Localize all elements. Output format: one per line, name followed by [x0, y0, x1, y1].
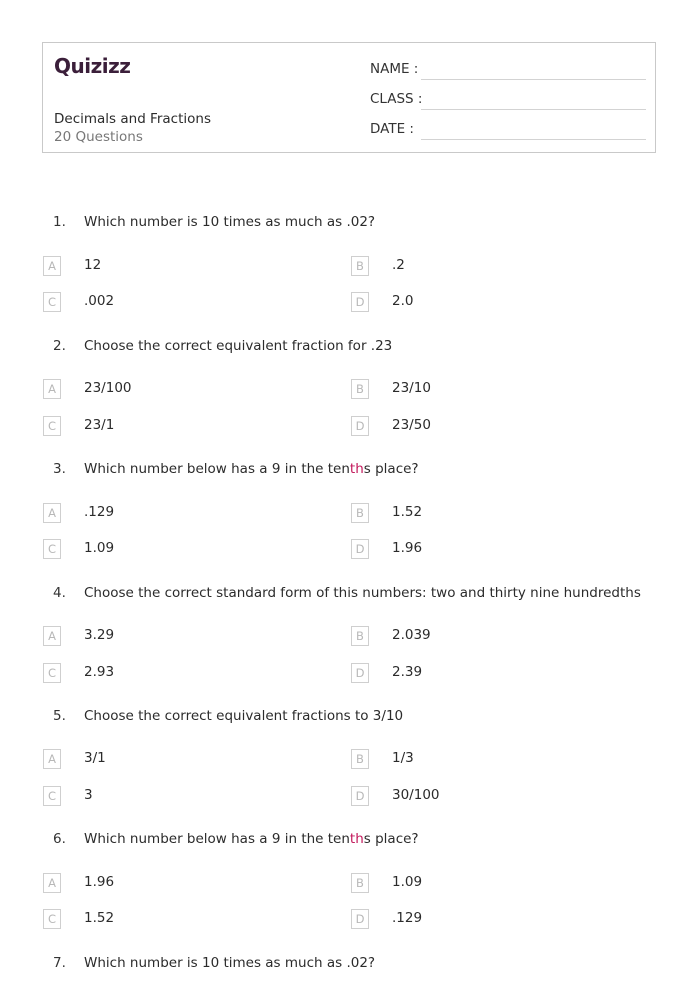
date-label: DATE : — [370, 121, 414, 137]
option-text: 23/1 — [84, 417, 115, 433]
option-letter: A — [43, 626, 61, 646]
option-text: .129 — [392, 910, 423, 926]
question-text-start: Which number below has a 9 in the ten — [84, 831, 350, 847]
question-number: 5. — [53, 708, 66, 724]
option-text: 2.039 — [392, 627, 431, 643]
option-text: .2 — [392, 257, 405, 273]
worksheet-header — [42, 42, 656, 153]
highlighted-text: th — [349, 831, 364, 847]
question-2 — [0, 338, 700, 453]
name-label: NAME : — [370, 61, 419, 77]
class-field[interactable] — [370, 91, 646, 109]
option-letter: D — [351, 539, 369, 559]
option-letter: B — [351, 503, 369, 523]
question-text: Which number is 10 times as much as .02? — [84, 214, 376, 230]
question-number: 2. — [53, 338, 66, 354]
option-text: 3 — [84, 787, 93, 803]
option-text: 30/100 — [392, 787, 440, 803]
option-text: 1.96 — [392, 540, 423, 556]
option-letter: A — [43, 749, 61, 769]
question-text — [84, 831, 419, 847]
option-text: 23/10 — [392, 380, 431, 396]
question-number: 6. — [53, 831, 66, 847]
option-text: 2.93 — [84, 664, 115, 680]
option-text: 23/100 — [84, 380, 132, 396]
option-letter: D — [351, 909, 369, 929]
option-text: .129 — [84, 504, 115, 520]
option-text: 12 — [84, 257, 102, 273]
option-text: 1.09 — [392, 874, 423, 890]
name-field[interactable] — [370, 61, 646, 79]
question-6 — [0, 831, 700, 946]
option-letter: B — [351, 749, 369, 769]
option-letter: D — [351, 663, 369, 683]
option-letter: B — [351, 379, 369, 399]
option-letter: D — [351, 416, 369, 436]
option-letter: B — [351, 873, 369, 893]
question-text — [84, 461, 419, 477]
question-count: 20 Questions — [54, 129, 143, 145]
option-letter: C — [43, 909, 61, 929]
option-letter: A — [43, 503, 61, 523]
question-7 — [0, 955, 700, 985]
question-4 — [0, 585, 700, 700]
class-label: CLASS : — [370, 91, 423, 107]
question-text: Which number is 10 times as much as .02? — [84, 955, 376, 971]
date-line — [421, 139, 646, 140]
question-text-start: Which number below has a 9 in the ten — [84, 461, 350, 477]
worksheet-title: Decimals and Fractions — [54, 111, 211, 127]
question-number: 7. — [53, 955, 66, 971]
question-number: 1. — [53, 214, 66, 230]
question-1 — [0, 214, 700, 329]
option-letter: D — [351, 292, 369, 312]
question-text-end: s place? — [363, 461, 419, 477]
name-line — [421, 79, 646, 80]
option-letter: C — [43, 416, 61, 436]
option-letter: C — [43, 539, 61, 559]
option-letter: B — [351, 256, 369, 276]
option-text: 1/3 — [392, 750, 414, 766]
date-field[interactable] — [370, 121, 646, 139]
option-letter: C — [43, 292, 61, 312]
question-text: Choose the correct equivalent fractions to 3/10 — [84, 708, 404, 724]
option-letter: A — [43, 256, 61, 276]
option-text: 2.39 — [392, 664, 423, 680]
question-5 — [0, 708, 700, 823]
option-letter: A — [43, 379, 61, 399]
option-letter: D — [351, 786, 369, 806]
question-text: Choose the correct equivalent fraction for .23 — [84, 338, 393, 354]
option-text: 23/50 — [392, 417, 431, 433]
question-3 — [0, 461, 700, 576]
highlighted-text: th — [349, 461, 364, 477]
option-letter: B — [351, 626, 369, 646]
option-text: 1.96 — [84, 874, 115, 890]
option-text: 2.0 — [392, 293, 414, 309]
option-text: 3/1 — [84, 750, 106, 766]
quizizz-logo: Quizizz — [54, 54, 131, 78]
option-text: 1.09 — [84, 540, 115, 556]
option-text: 1.52 — [392, 504, 423, 520]
class-line — [421, 109, 646, 110]
option-text: 3.29 — [84, 627, 115, 643]
question-text-end: s place? — [363, 831, 419, 847]
question-number: 4. — [53, 585, 66, 601]
option-text: .002 — [84, 293, 115, 309]
question-number: 3. — [53, 461, 66, 477]
question-text: Choose the correct standard form of this numbers: two and thirty nine hundredths — [84, 585, 641, 601]
option-letter: C — [43, 663, 61, 683]
option-letter: C — [43, 786, 61, 806]
option-text: 1.52 — [84, 910, 115, 926]
option-letter: A — [43, 873, 61, 893]
